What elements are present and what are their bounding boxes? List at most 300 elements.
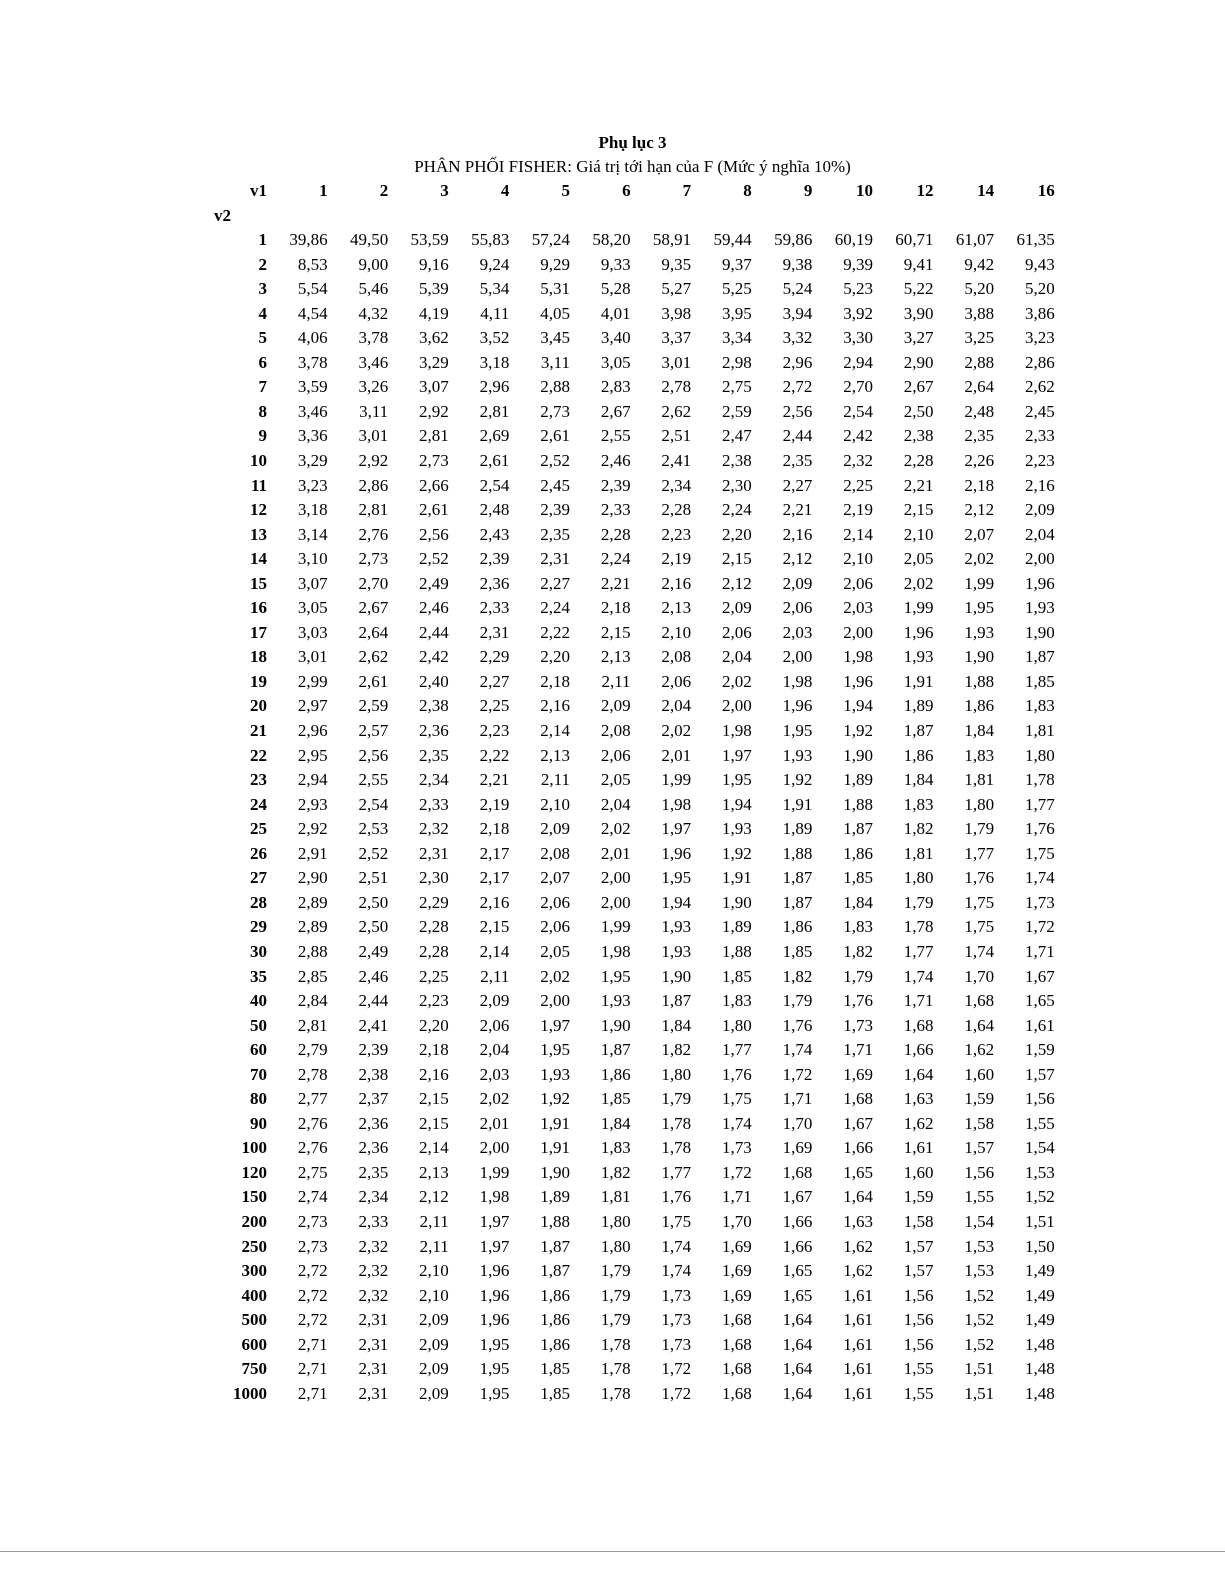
table-cell: 2,78 <box>297 1064 328 1084</box>
column-header-v1: 5 <box>561 181 570 200</box>
table-cell: 3,90 <box>903 303 934 323</box>
table-cell: 5,46 <box>358 279 389 299</box>
table-cell: 1,77 <box>661 1162 692 1182</box>
table-cell: 1,99 <box>600 917 631 937</box>
page-heading: Phụ lục 3 <box>598 133 667 152</box>
table-cell: 2,18 <box>964 475 995 495</box>
table-cell: 1,69 <box>722 1285 752 1305</box>
column-header-v1: 6 <box>622 181 631 200</box>
table-cell: 2,21 <box>600 573 631 593</box>
table-cell: 1,93 <box>1024 598 1055 618</box>
table-cell: 9,00 <box>358 254 389 274</box>
table-cell: 2,28 <box>600 524 631 544</box>
table-cell: 2,18 <box>419 1040 449 1060</box>
table-cell: 1,95 <box>600 966 631 986</box>
table-cell: 2,27 <box>782 475 813 495</box>
table-cell: 9,29 <box>540 254 570 274</box>
table-cell: 2,23 <box>661 524 692 544</box>
table-cell: 1,88 <box>843 794 873 814</box>
table-cell: 2,32 <box>843 451 873 471</box>
table-cell: 2,54 <box>843 401 873 421</box>
table-cell: 2,38 <box>358 1064 389 1084</box>
table-cell: 2,14 <box>419 1138 449 1158</box>
table-cell: 1,57 <box>903 1261 934 1281</box>
table-cell: 2,46 <box>600 451 631 471</box>
table-cell: 1,72 <box>661 1383 692 1403</box>
table-cell: 2,07 <box>964 524 995 544</box>
table-cell: 4,11 <box>480 303 510 323</box>
table-cell: 1,87 <box>782 892 813 912</box>
table-cell: 1,87 <box>540 1236 570 1256</box>
table-cell: 1,76 <box>843 991 873 1011</box>
table-cell: 1,71 <box>1024 941 1055 961</box>
table-cell: 1,54 <box>1024 1138 1055 1158</box>
table-row <box>214 1308 1055 1333</box>
table-cell: 1,92 <box>722 843 752 863</box>
table-cell: 2,86 <box>358 475 389 495</box>
table-cell: 1,95 <box>479 1334 510 1354</box>
table-cell: 1,90 <box>540 1162 570 1182</box>
table-cell: 1,95 <box>661 868 692 888</box>
table-row <box>214 744 1055 769</box>
table-cell: 2,56 <box>419 524 449 544</box>
table-cell: 2,16 <box>419 1064 449 1084</box>
table-cell: 3,14 <box>297 524 328 544</box>
row-header-v2: 6 <box>258 352 267 372</box>
table-cell: 1,90 <box>661 966 692 986</box>
table-cell: 2,89 <box>297 892 328 912</box>
table-cell: 1,91 <box>540 1138 570 1158</box>
table-cell: 1,69 <box>782 1138 813 1158</box>
table-cell: 5,22 <box>903 279 934 299</box>
table-cell: 1,95 <box>722 770 752 790</box>
table-cell: 8,53 <box>297 254 328 274</box>
table-cell: 2,61 <box>540 426 570 446</box>
table-cell: 1,85 <box>540 1383 570 1403</box>
table-cell: 1,77 <box>1024 794 1055 814</box>
row-header-v2: 100 <box>241 1138 267 1158</box>
table-cell: 2,15 <box>419 1113 449 1133</box>
row-header-v2: 35 <box>250 966 267 986</box>
table-cell: 1,89 <box>722 917 752 937</box>
table-cell: 5,27 <box>661 279 692 299</box>
table-cell: 2,49 <box>358 941 389 961</box>
table-cell: 2,71 <box>297 1334 328 1354</box>
table-cell: 2,15 <box>479 917 510 937</box>
table-cell: 1,93 <box>722 819 752 839</box>
row-header-v2: 7 <box>258 377 267 397</box>
table-cell: 1,74 <box>722 1113 752 1133</box>
table-cell: 2,98 <box>722 352 752 372</box>
table-cell: 2,56 <box>782 401 813 421</box>
column-header-v1: 10 <box>855 181 873 200</box>
table-cell: 2,09 <box>600 696 631 716</box>
table-cell: 2,37 <box>358 1089 389 1109</box>
table-cell: 3,03 <box>297 622 328 642</box>
table-cell: 2,11 <box>419 1236 449 1256</box>
table-row <box>214 326 1055 351</box>
table-cell: 2,05 <box>903 549 934 569</box>
table-cell: 3,05 <box>297 598 328 618</box>
table-cell: 3,27 <box>903 328 934 348</box>
table-cell: 3,23 <box>297 475 328 495</box>
table-cell: 1,73 <box>661 1285 692 1305</box>
table-cell: 2,36 <box>419 721 449 741</box>
table-cell: 2,97 <box>297 696 328 716</box>
table-cell: 2,15 <box>600 622 631 642</box>
table-cell: 3,32 <box>782 328 813 348</box>
row-header-v2: 11 <box>250 475 267 495</box>
table-cell: 2,02 <box>479 1089 510 1109</box>
table-cell: 1,62 <box>843 1236 873 1256</box>
row-header-v2: 12 <box>250 500 267 520</box>
row-header-v2: 22 <box>250 745 267 765</box>
table-cell: 2,32 <box>358 1261 389 1281</box>
table-cell: 2,54 <box>358 794 389 814</box>
table-cell: 2,44 <box>358 991 389 1011</box>
table-cell: 2,74 <box>297 1187 328 1207</box>
table-cell: 1,86 <box>782 917 813 937</box>
table-cell: 2,09 <box>419 1334 449 1354</box>
table-cell: 3,46 <box>358 352 389 372</box>
table-cell: 2,02 <box>540 966 570 986</box>
table-cell: 1,73 <box>661 1334 692 1354</box>
table-cell: 1,53 <box>1024 1162 1055 1182</box>
table-cell: 2,11 <box>419 1211 449 1231</box>
table-cell: 1,52 <box>964 1334 995 1354</box>
table-cell: 1,57 <box>1024 1064 1055 1084</box>
table-row <box>214 596 1055 621</box>
table-cell: 2,19 <box>661 549 692 569</box>
row-header-v2: 2 <box>258 254 267 274</box>
table-cell: 3,36 <box>297 426 328 446</box>
table-cell: 1,89 <box>540 1187 570 1207</box>
table-cell: 2,05 <box>600 770 631 790</box>
table-cell: 1,98 <box>722 721 752 741</box>
table-cell: 1,94 <box>661 892 692 912</box>
table-cell: 2,33 <box>1024 426 1055 446</box>
table-cell: 3,98 <box>661 303 692 323</box>
table-cell: 3,18 <box>479 352 510 372</box>
table-cell: 2,31 <box>419 843 449 863</box>
table-cell: 5,54 <box>297 279 328 299</box>
table-cell: 1,80 <box>722 1015 752 1035</box>
row-header-v2: 5 <box>258 328 267 348</box>
table-cell: 2,00 <box>1024 549 1055 569</box>
table-cell: 2,18 <box>479 819 510 839</box>
table-cell: 2,33 <box>600 500 631 520</box>
table-cell: 2,22 <box>540 622 570 642</box>
table-cell: 1,71 <box>722 1187 752 1207</box>
table-cell: 3,07 <box>297 573 328 593</box>
table-cell: 1,55 <box>903 1383 934 1403</box>
table-cell: 3,30 <box>843 328 873 348</box>
table-cell: 2,12 <box>419 1187 449 1207</box>
table-cell: 1,87 <box>903 721 934 741</box>
table-cell: 1,80 <box>1024 745 1055 765</box>
table-cell: 1,52 <box>964 1310 995 1330</box>
table-cell: 3,11 <box>359 401 389 421</box>
table-cell: 1,82 <box>600 1162 631 1182</box>
table-cell: 3,88 <box>964 303 995 323</box>
table-cell: 1,55 <box>1024 1113 1055 1133</box>
table-cell: 2,04 <box>600 794 631 814</box>
table-cell: 1,57 <box>964 1138 995 1158</box>
row-header-v2: 16 <box>250 598 267 618</box>
row-header-v2: 29 <box>250 917 267 937</box>
row-header-v2: 1 <box>258 230 267 250</box>
table-cell: 2,04 <box>479 1040 510 1060</box>
table-cell: 5,24 <box>782 279 813 299</box>
table-cell: 2,38 <box>419 696 449 716</box>
table-cell: 5,39 <box>419 279 449 299</box>
row-header-v2: 9 <box>258 426 267 446</box>
table-cell: 2,42 <box>419 647 449 667</box>
table-cell: 2,62 <box>1024 377 1055 397</box>
table-cell: 2,81 <box>358 500 389 520</box>
table-cell: 1,79 <box>843 966 873 986</box>
row-header-v2: 1000 <box>233 1383 267 1403</box>
row-header-v2: 300 <box>241 1261 267 1281</box>
table-cell: 2,00 <box>722 696 752 716</box>
table-cell: 2,67 <box>600 401 631 421</box>
table-cell: 1,85 <box>540 1359 570 1379</box>
table-cell: 2,08 <box>600 721 631 741</box>
table-cell: 2,48 <box>479 500 510 520</box>
table-cell: 1,64 <box>782 1310 813 1330</box>
table-cell: 1,83 <box>843 917 873 937</box>
table-cell: 2,35 <box>782 451 813 471</box>
table-cell: 2,88 <box>964 352 995 372</box>
table-cell: 1,66 <box>903 1040 934 1060</box>
table-cell: 2,59 <box>358 696 389 716</box>
table-cell: 9,16 <box>419 254 449 274</box>
table-cell: 1,64 <box>903 1064 934 1084</box>
table-cell: 2,06 <box>843 573 873 593</box>
table-cell: 2,50 <box>903 401 934 421</box>
table-cell: 2,01 <box>479 1113 510 1133</box>
table-cell: 2,93 <box>297 794 328 814</box>
column-header-v1: 7 <box>682 181 692 200</box>
table-cell: 2,13 <box>419 1162 449 1182</box>
table-cell: 2,51 <box>358 868 389 888</box>
table-cell: 2,39 <box>600 475 631 495</box>
table-cell: 1,54 <box>964 1211 995 1231</box>
table-cell: 2,90 <box>297 868 328 888</box>
table-cell: 2,24 <box>540 598 570 618</box>
table-cell: 1,67 <box>843 1113 873 1133</box>
row-header-v2: 4 <box>258 303 267 323</box>
table-cell: 1,75 <box>964 892 995 912</box>
table-cell: 2,81 <box>297 1015 328 1035</box>
row-header-v2: 80 <box>250 1089 267 1109</box>
table-row <box>214 842 1055 867</box>
table-row <box>214 1063 1055 1088</box>
table-cell: 2,20 <box>419 1015 449 1035</box>
table-cell: 2,25 <box>419 966 449 986</box>
table-cell: 9,35 <box>661 254 692 274</box>
table-cell: 2,31 <box>358 1359 389 1379</box>
table-cell: 1,98 <box>843 647 873 667</box>
table-cell: 2,71 <box>297 1383 328 1403</box>
table-cell: 2,61 <box>358 671 389 691</box>
row-header-v2: 200 <box>241 1211 267 1231</box>
table-cell: 1,80 <box>903 868 934 888</box>
table-cell: 2,35 <box>358 1162 389 1182</box>
table-row <box>214 1382 1055 1407</box>
table-cell: 1,76 <box>782 1015 813 1035</box>
table-cell: 9,43 <box>1024 254 1055 274</box>
table-cell: 3,29 <box>419 352 449 372</box>
table-row <box>214 474 1055 499</box>
table-cell: 1,64 <box>782 1383 813 1403</box>
table-row <box>214 400 1055 425</box>
table-cell: 1,53 <box>964 1261 995 1281</box>
column-header-v1: 4 <box>500 181 510 200</box>
table-cell: 2,13 <box>600 647 631 667</box>
table-cell: 2,03 <box>843 598 873 618</box>
table-cell: 2,81 <box>479 401 510 421</box>
table-row <box>214 1161 1055 1186</box>
table-cell: 1,68 <box>843 1089 873 1109</box>
table-cell: 2,04 <box>661 696 692 716</box>
table-cell: 2,48 <box>964 401 995 421</box>
table-cell: 1,62 <box>903 1113 934 1133</box>
table-cell: 2,11 <box>480 966 510 986</box>
table-cell: 2,01 <box>600 843 631 863</box>
table-cell: 3,94 <box>782 303 813 323</box>
table-cell: 1,62 <box>843 1261 873 1281</box>
table-cell: 1,52 <box>1024 1187 1055 1207</box>
table-cell: 1,72 <box>782 1064 813 1084</box>
row-header-v2: 20 <box>250 696 267 716</box>
table-cell: 2,14 <box>843 524 873 544</box>
table-cell: 2,75 <box>722 377 752 397</box>
table-cell: 1,96 <box>843 671 873 691</box>
table-cell: 3,46 <box>297 401 328 421</box>
table-cell: 1,56 <box>964 1162 995 1182</box>
table-row <box>214 1357 1055 1382</box>
table-cell: 2,64 <box>964 377 995 397</box>
table-cell: 1,92 <box>843 721 873 741</box>
row-header-v2: 21 <box>250 721 267 741</box>
row-header-v2: 27 <box>250 868 267 888</box>
table-cell: 3,34 <box>722 328 752 348</box>
table-cell: 1,96 <box>903 622 934 642</box>
table-cell: 1,97 <box>540 1015 570 1035</box>
table-cell: 2,61 <box>479 451 510 471</box>
table-cell: 1,86 <box>540 1310 570 1330</box>
table-row <box>214 719 1055 744</box>
row-header-v2: 3 <box>258 279 267 299</box>
table-cell: 1,74 <box>782 1040 813 1060</box>
table-cell: 1,96 <box>1024 573 1055 593</box>
table-row <box>214 253 1055 278</box>
table-cell: 2,16 <box>540 696 570 716</box>
table-row <box>214 449 1055 474</box>
table-cell: 1,60 <box>903 1162 934 1182</box>
row-header-v2: 400 <box>241 1285 267 1305</box>
table-cell: 3,45 <box>540 328 570 348</box>
table-cell: 2,13 <box>661 598 692 618</box>
table-cell: 1,84 <box>661 1015 692 1035</box>
table-cell: 2,36 <box>358 1138 389 1158</box>
table-cell: 1,81 <box>964 770 995 790</box>
table-cell: 2,92 <box>419 401 449 421</box>
table-cell: 2,16 <box>1024 475 1055 495</box>
table-cell: 2,43 <box>479 524 510 544</box>
table-cell: 1,83 <box>964 745 995 765</box>
table-cell: 2,06 <box>782 598 813 618</box>
table-cell: 1,89 <box>782 819 813 839</box>
table-cell: 1,81 <box>600 1187 631 1207</box>
table-cell: 4,06 <box>297 328 328 348</box>
table-cell: 2,35 <box>419 745 449 765</box>
table-cell: 2,49 <box>419 573 449 593</box>
table-cell: 1,62 <box>964 1040 995 1060</box>
table-cell: 1,58 <box>964 1113 995 1133</box>
table-cell: 1,87 <box>661 991 692 1011</box>
table-cell: 4,32 <box>358 303 389 323</box>
table-cell: 1,76 <box>661 1187 692 1207</box>
table-cell: 2,76 <box>297 1138 328 1158</box>
table-cell: 2,91 <box>297 843 328 863</box>
table-cell: 1,73 <box>722 1138 752 1158</box>
table-cell: 1,68 <box>722 1334 752 1354</box>
table-cell: 2,92 <box>358 451 389 471</box>
table-cell: 3,26 <box>358 377 389 397</box>
table-cell: 61,35 <box>1016 230 1055 250</box>
table-cell: 2,35 <box>540 524 570 544</box>
table-cell: 9,41 <box>903 254 934 274</box>
table-cell: 1,79 <box>600 1285 631 1305</box>
table-cell: 2,88 <box>540 377 570 397</box>
table-cell: 2,06 <box>540 892 570 912</box>
table-cell: 1,95 <box>964 598 995 618</box>
table-cell: 1,71 <box>782 1089 813 1109</box>
table-cell: 2,34 <box>358 1187 389 1207</box>
table-row <box>214 866 1055 891</box>
row-header-v2: 18 <box>250 647 267 667</box>
table-cell: 1,65 <box>782 1261 813 1281</box>
table-cell: 1,61 <box>843 1383 873 1403</box>
table-row <box>214 1087 1055 1112</box>
row-header-v2: 10 <box>250 451 267 471</box>
table-cell: 2,70 <box>843 377 873 397</box>
table-row <box>214 940 1055 965</box>
table-cell: 2,89 <box>297 917 328 937</box>
row-header-v2: 40 <box>250 991 267 1011</box>
table-cell: 1,97 <box>479 1211 510 1231</box>
table-cell: 2,62 <box>358 647 389 667</box>
table-cell: 1,96 <box>782 696 813 716</box>
table-cell: 1,56 <box>1024 1089 1055 1109</box>
table-cell: 1,87 <box>782 868 813 888</box>
table-cell: 2,52 <box>358 843 389 863</box>
table-cell: 1,73 <box>661 1310 692 1330</box>
table-cell: 2,28 <box>419 941 449 961</box>
table-cell: 1,70 <box>964 966 995 986</box>
table-cell: 2,86 <box>1024 352 1055 372</box>
table-cell: 2,24 <box>600 549 631 569</box>
table-cell: 2,38 <box>722 451 752 471</box>
table-cell: 1,78 <box>1024 770 1055 790</box>
table-cell: 1,78 <box>600 1383 631 1403</box>
table-row <box>214 621 1055 646</box>
table-cell: 4,01 <box>600 303 631 323</box>
table-cell: 1,84 <box>600 1113 631 1133</box>
table-row <box>214 768 1055 793</box>
